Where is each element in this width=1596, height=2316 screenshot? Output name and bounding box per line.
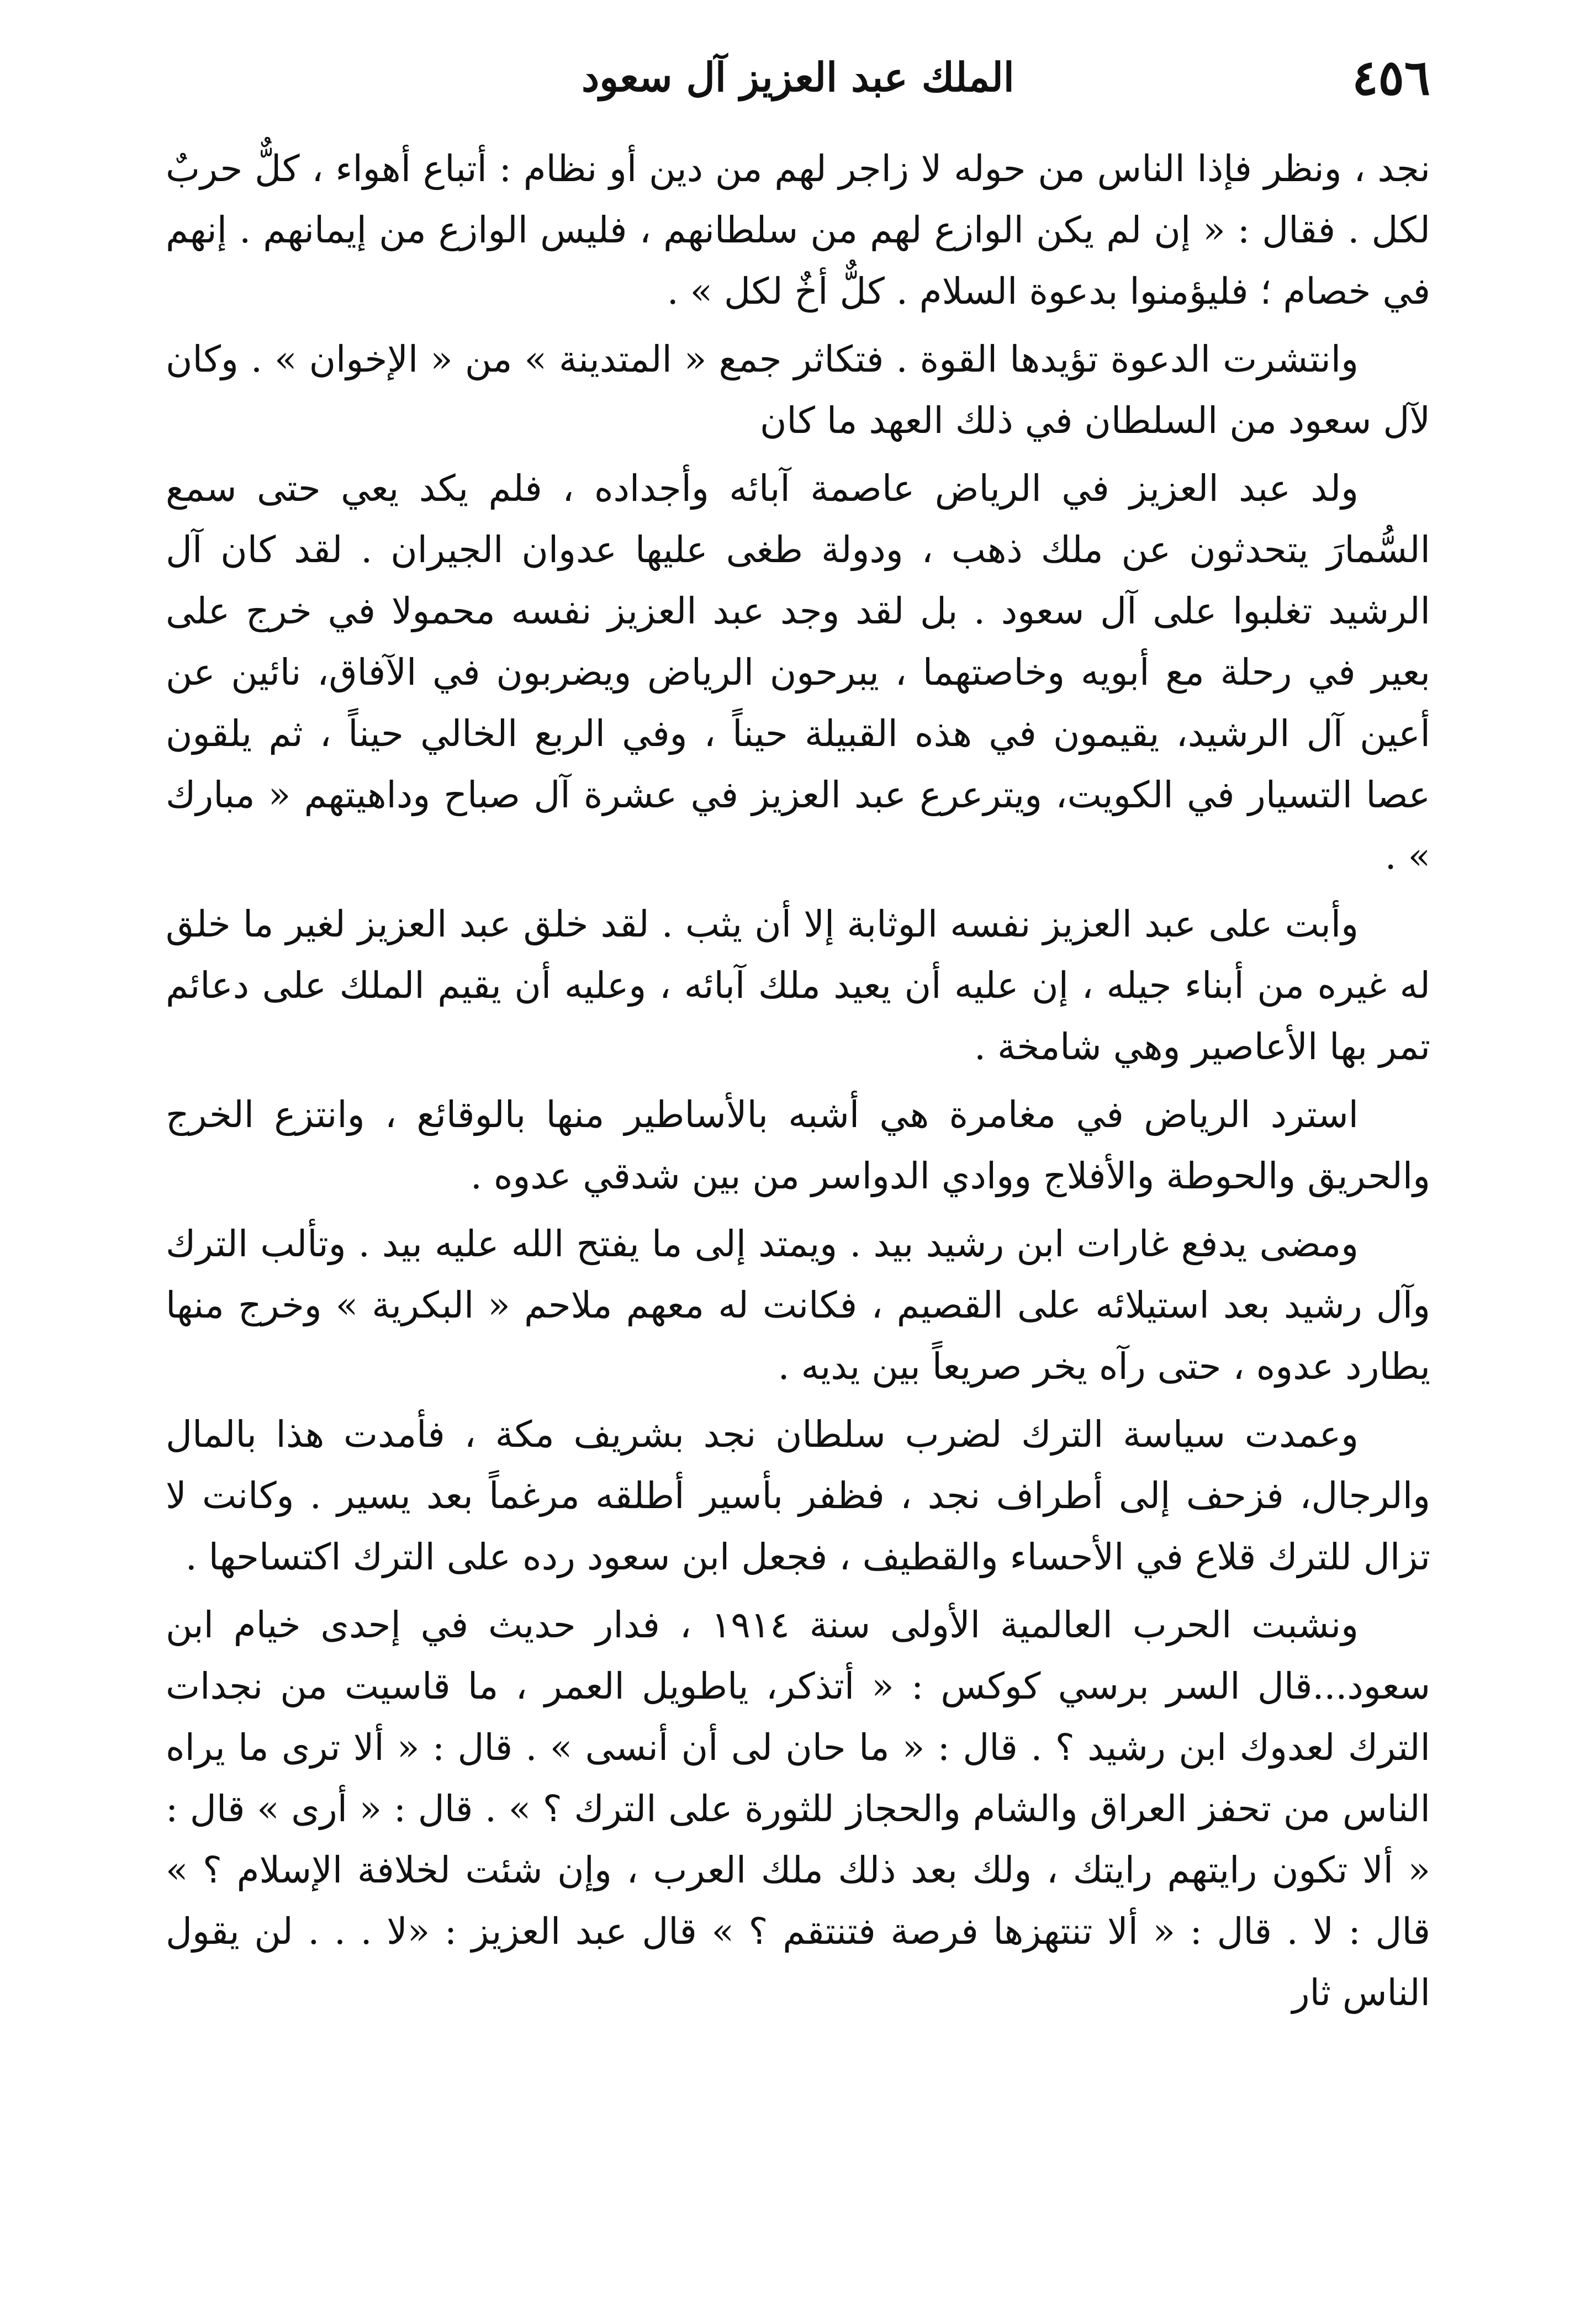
running-title: الملك عبد العزيز آل سعود xyxy=(582,54,1014,101)
body-text xyxy=(166,138,1430,2030)
page-number: ٤٥٦ xyxy=(1352,49,1430,106)
paragraph-6: ومضى يدفع غارات ابن رشيد بيد . ويمتد إلى ما يفتح الله عليه بيد . وتألب الترك وآل رشيد بعد استيلائه على القصيم ، فكانت له معهم ملاحم « البكرية » وخرج منها يطارد عدوه ، حتى رآه يخر صريعاً بين يديه . xyxy=(166,1223,1430,1388)
paragraph-5: استرد الرياض في مغامرة هي أشبه بالأساطير منها بالوقائع ، وانتزع الخرج والحريق والحوطة والأفلاج ووادي الدواسر من بين شدقي عدوه . xyxy=(166,1093,1430,1197)
paragraph-1: نجد ، ونظر فإذا الناس من حوله لا زاجر لهم من دين أو نظام : أتباع أهواء ، كلٌّ حربٌ لكل . فقال : « إن لم يكن الوازع لهم من سلطانهم ، فليس الوازع من إيمانهم . إنهم في خصام ؛ فليؤمنوا بدعوة السلام . كلٌّ أخٌ لكل » . xyxy=(166,147,1430,313)
paragraph-2: وانتشرت الدعوة تؤيدها القوة . فتكاثر جمع « المتدينة » من « الإخوان » . وكان لآل سعود من السلطان في ذلك العهد ما كان xyxy=(166,338,1430,442)
paragraph-3: ولد عبد العزيز في الرياض عاصمة آبائه وأجداده ، فلم يكد يعي حتى سمع السُّمارَ يتحدثون عن ملك ذهب ، ودولة طغى عليها عدوان الجيران . لقد كان آل الرشيد تغلبوا على آل سعود . بل لقد وجد عبد العزيز نفسه محمولا في خرج على بعير في رحلة مع أبويه وخاصتهما ، يبرحون الرياض ويضربون في الآفاق، نائين عن أعين آل الرشيد، يقيمون في هذه القبيلة حيناً ، وفي الربع الخالي حيناً ، ثم يلقون عصا التسيار في الكويت، ويترعرع عبد العزيز في عشرة آل صباح وداهيتهم « مبارك » . xyxy=(166,467,1430,877)
paragraph-4: وأبت على عبد العزيز نفسه الوثابة إلا أن يثب . لقد خلق عبد العزيز لغير ما خلق له غيره من أبناء جيله ، إن عليه أن يعيد ملك آبائه ، وعليه أن يقيم الملك على دعائم تمر بها الأعاصير وهي شامخة . xyxy=(166,903,1430,1068)
paragraph-8: ونشبت الحرب العالمية الأولى سنة ١٩١٤ ، فدار حديث في إحدى خيام ابن سعود...قال السر برسي كوكس : « أتذكر، ياطويل العمر ، ما قاسيت من نجدات الترك لعدوك ابن رشيد ؟ . قال : « ما حان لى أن أنسى » . قال : « ألا ترى ما يراه الناس من تحفز العراق والشام والحجاز للثورة على الترك ؟ » . قال : « أرى » قال : « ألا تكون رايتهم رايتك ، ولك بعد ذلك ملك العرب ، وإن شئت لخلافة الإسلام ؟ » قال : لا . قال : « ألا تنتهزها فرصة فتنتقم ؟ » قال عبد العزيز : «لا . . . لن يقول الناس ثار xyxy=(166,1604,1431,2014)
page-header xyxy=(166,44,1430,110)
paragraph-7: وعمدت سياسة الترك لضرب سلطان نجد بشريف مكة ، فأمدت هذا بالمال والرجال، فزحف إلى أطراف نجد ، فظفر بأسير أطلقه مرغماً بعد يسير . وكانت لا تزال للترك قلاع في الأحساء والقطيف ، فجعل ابن سعود رده على الترك اكتساحها . xyxy=(166,1413,1430,1578)
